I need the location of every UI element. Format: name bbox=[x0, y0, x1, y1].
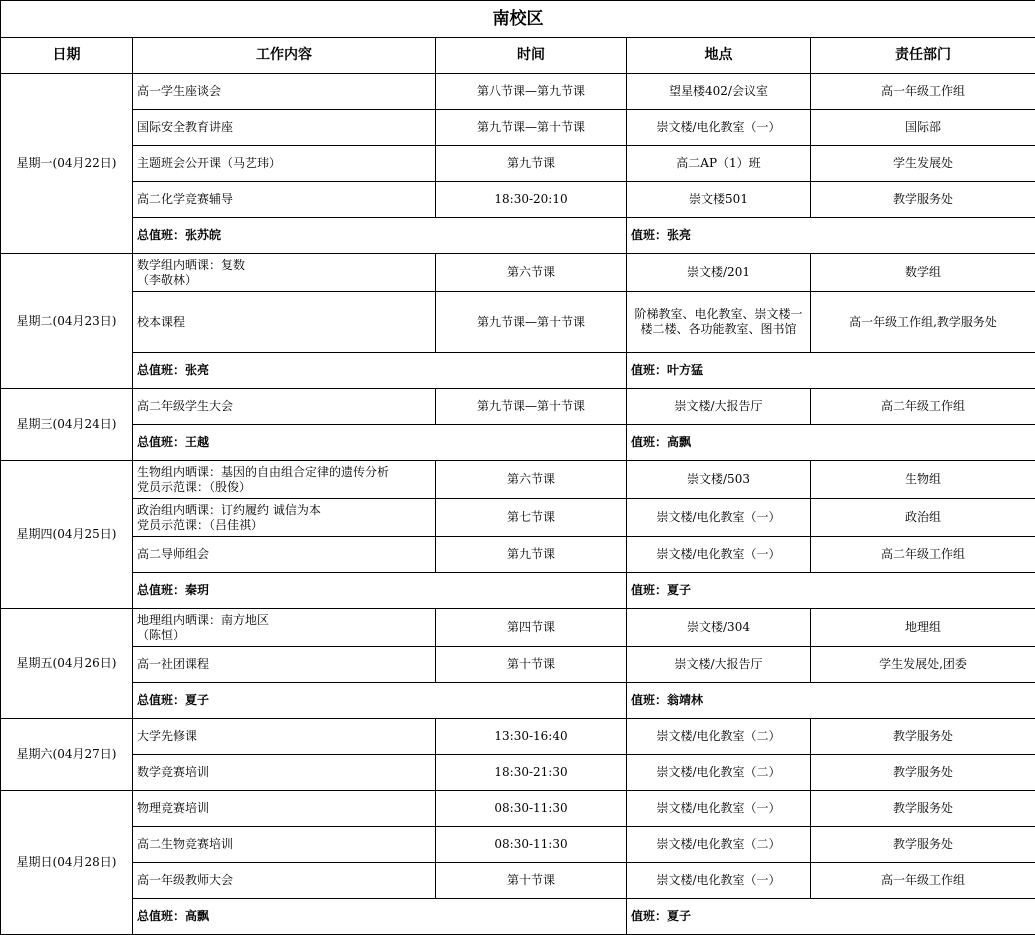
duty-cell: 值班：夏子 bbox=[627, 573, 1035, 609]
place-cell: 望星楼402/会议室 bbox=[627, 74, 811, 110]
time-cell: 第七节课 bbox=[436, 499, 627, 537]
dept-cell: 地理组 bbox=[811, 609, 1035, 647]
time-cell: 18:30-21:30 bbox=[436, 755, 627, 791]
time-cell: 18:30-20:10 bbox=[436, 182, 627, 218]
duty-cell: 值班：高飘 bbox=[627, 425, 1035, 461]
header-place: 地点 bbox=[627, 38, 811, 74]
dept-cell: 教学服务处 bbox=[811, 719, 1035, 755]
place-cell: 阶梯教室、电化教室、崇文楼一楼二楼、各功能教室、图书馆 bbox=[627, 292, 811, 353]
work-content-cell: 地理组内晒课：南方地区 （陈恒） bbox=[133, 609, 436, 647]
day-date-cell: 星期日(04月28日) bbox=[1, 791, 133, 935]
place-cell: 崇文楼/电化教室（一） bbox=[627, 499, 811, 537]
table-row bbox=[1, 647, 1035, 683]
work-content-cell: 高二年级学生大会 bbox=[133, 389, 436, 425]
table-row bbox=[1, 74, 1035, 110]
place-cell: 崇文楼/电化教室（二） bbox=[627, 755, 811, 791]
table-row bbox=[1, 499, 1035, 537]
day-date-cell: 星期五(04月26日) bbox=[1, 609, 133, 719]
work-content-cell: 高一社团课程 bbox=[133, 647, 436, 683]
time-cell: 第九节课—第十节课 bbox=[436, 292, 627, 353]
place-cell: 崇文楼/大报告厅 bbox=[627, 389, 811, 425]
table-row bbox=[1, 461, 1035, 499]
duty-row bbox=[1, 683, 1035, 719]
time-cell: 第六节课 bbox=[436, 254, 627, 292]
day-date-cell: 星期一(04月22日) bbox=[1, 74, 133, 254]
place-cell: 崇文楼/电化教室（二） bbox=[627, 827, 811, 863]
time-cell: 08:30-11:30 bbox=[436, 791, 627, 827]
work-content-cell: 主题班会公开课（马艺玮） bbox=[133, 146, 436, 182]
work-content-cell: 政治组内晒课：订约履约 诚信为本 党员示范课：（吕佳祺） bbox=[133, 499, 436, 537]
table-row bbox=[1, 719, 1035, 755]
header-time: 时间 bbox=[436, 38, 627, 74]
work-content-cell: 高一学生座谈会 bbox=[133, 74, 436, 110]
dept-cell: 高一年级工作组,教学服务处 bbox=[811, 292, 1035, 353]
work-content-cell: 物理竞赛培训 bbox=[133, 791, 436, 827]
day-date-cell: 星期四(04月25日) bbox=[1, 461, 133, 609]
work-content-cell: 数学竞赛培训 bbox=[133, 755, 436, 791]
place-cell: 崇文楼/电化教室（一） bbox=[627, 110, 811, 146]
dept-cell: 政治组 bbox=[811, 499, 1035, 537]
dept-cell: 数学组 bbox=[811, 254, 1035, 292]
work-content-cell: 高二导师组会 bbox=[133, 537, 436, 573]
dept-cell: 高一年级工作组 bbox=[811, 863, 1035, 899]
chief-duty-cell: 总值班：高飘 bbox=[133, 899, 627, 935]
duty-cell: 值班：张亮 bbox=[627, 218, 1035, 254]
chief-duty-cell: 总值班：王越 bbox=[133, 425, 627, 461]
header-date: 日期 bbox=[1, 38, 133, 74]
place-cell: 崇文楼/大报告厅 bbox=[627, 647, 811, 683]
duty-row bbox=[1, 573, 1035, 609]
time-cell: 第九节课—第十节课 bbox=[436, 389, 627, 425]
work-content-cell: 大学先修课 bbox=[133, 719, 436, 755]
time-cell: 第十节课 bbox=[436, 647, 627, 683]
table-row bbox=[1, 146, 1035, 182]
duty-row bbox=[1, 353, 1035, 389]
header-dept: 责任部门 bbox=[811, 38, 1035, 74]
dept-cell: 高二年级工作组 bbox=[811, 537, 1035, 573]
dept-cell: 学生发展处 bbox=[811, 146, 1035, 182]
table-row bbox=[1, 827, 1035, 863]
chief-duty-cell: 总值班：张亮 bbox=[133, 353, 627, 389]
time-cell: 08:30-11:30 bbox=[436, 827, 627, 863]
duty-cell: 值班：夏子 bbox=[627, 899, 1035, 935]
time-cell: 第九节课—第十节课 bbox=[436, 110, 627, 146]
day-date-cell: 星期三(04月24日) bbox=[1, 389, 133, 461]
duty-row bbox=[1, 218, 1035, 254]
place-cell: 崇文楼/电化教室（一） bbox=[627, 791, 811, 827]
chief-duty-cell: 总值班：夏子 bbox=[133, 683, 627, 719]
day-date-cell: 星期六(04月27日) bbox=[1, 719, 133, 791]
dept-cell: 教学服务处 bbox=[811, 791, 1035, 827]
table-row bbox=[1, 292, 1035, 353]
table-row bbox=[1, 389, 1035, 425]
work-content-cell: 高一年级教师大会 bbox=[133, 863, 436, 899]
work-content-cell: 校本课程 bbox=[133, 292, 436, 353]
work-content-cell: 生物组内晒课：基因的自由组合定律的遗传分析 党员示范课：（殷俊） bbox=[133, 461, 436, 499]
work-content-cell: 高二生物竞赛培训 bbox=[133, 827, 436, 863]
time-cell: 第八节课—第九节课 bbox=[436, 74, 627, 110]
place-cell: 崇文楼/电化教室（一） bbox=[627, 863, 811, 899]
dept-cell: 国际部 bbox=[811, 110, 1035, 146]
work-content-cell: 高二化学竞赛辅导 bbox=[133, 182, 436, 218]
table-row bbox=[1, 755, 1035, 791]
table-row bbox=[1, 863, 1035, 899]
header-row bbox=[1, 38, 1035, 74]
time-cell: 第六节课 bbox=[436, 461, 627, 499]
table-row bbox=[1, 182, 1035, 218]
duty-cell: 值班：翁靖林 bbox=[627, 683, 1035, 719]
dept-cell: 高二年级工作组 bbox=[811, 389, 1035, 425]
table-row bbox=[1, 609, 1035, 647]
work-content-cell: 国际安全教育讲座 bbox=[133, 110, 436, 146]
time-cell: 13:30-16:40 bbox=[436, 719, 627, 755]
dept-cell: 教学服务处 bbox=[811, 755, 1035, 791]
time-cell: 第九节课 bbox=[436, 146, 627, 182]
time-cell: 第四节课 bbox=[436, 609, 627, 647]
page-title: 南校区 bbox=[1, 1, 1035, 38]
place-cell: 崇文楼/电化教室（一） bbox=[627, 537, 811, 573]
dept-cell: 学生发展处,团委 bbox=[811, 647, 1035, 683]
table-row bbox=[1, 537, 1035, 573]
duty-row bbox=[1, 899, 1035, 935]
place-cell: 崇文楼/304 bbox=[627, 609, 811, 647]
time-cell: 第九节课 bbox=[436, 537, 627, 573]
dept-cell: 高一年级工作组 bbox=[811, 74, 1035, 110]
place-cell: 崇文楼/201 bbox=[627, 254, 811, 292]
work-content-cell: 数学组内晒课：复数 （李敬林） bbox=[133, 254, 436, 292]
place-cell: 高二AP（1）班 bbox=[627, 146, 811, 182]
table-row bbox=[1, 791, 1035, 827]
dept-cell: 教学服务处 bbox=[811, 182, 1035, 218]
chief-duty-cell: 总值班：张苏皖 bbox=[133, 218, 627, 254]
dept-cell: 教学服务处 bbox=[811, 827, 1035, 863]
header-content: 工作内容 bbox=[133, 38, 436, 74]
place-cell: 崇文楼501 bbox=[627, 182, 811, 218]
place-cell: 崇文楼/503 bbox=[627, 461, 811, 499]
day-date-cell: 星期二(04月23日) bbox=[1, 254, 133, 389]
time-cell: 第十节课 bbox=[436, 863, 627, 899]
table-row bbox=[1, 254, 1035, 292]
dept-cell: 生物组 bbox=[811, 461, 1035, 499]
table-row bbox=[1, 110, 1035, 146]
place-cell: 崇文楼/电化教室（二） bbox=[627, 719, 811, 755]
duty-cell: 值班：叶方猛 bbox=[627, 353, 1035, 389]
chief-duty-cell: 总值班：秦玥 bbox=[133, 573, 627, 609]
duty-row bbox=[1, 425, 1035, 461]
